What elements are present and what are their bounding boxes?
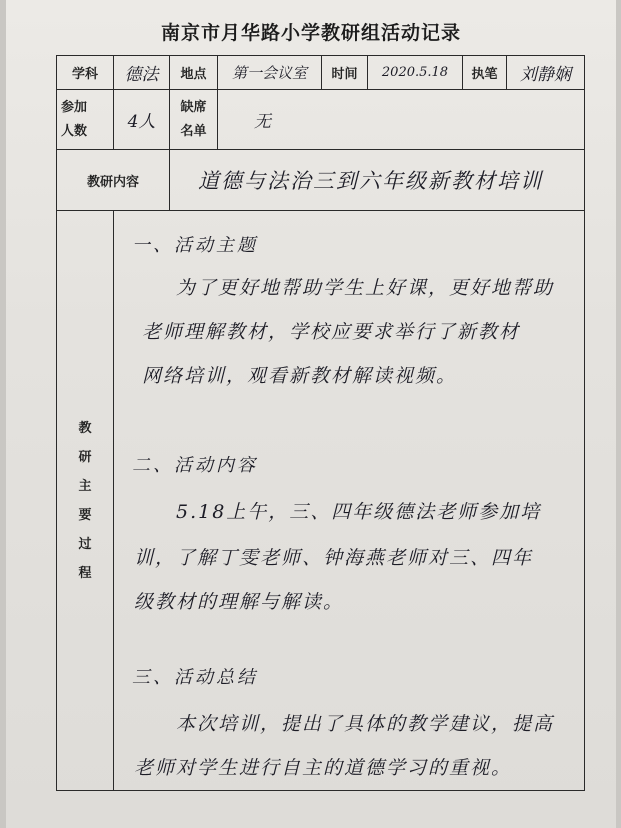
process-label-char: 程 — [78, 565, 92, 581]
row-process — [57, 211, 585, 791]
page-title: 南京市月华路小学教研组活动记录 — [160, 22, 461, 44]
process-label-char: 过 — [78, 536, 92, 552]
row-basic-info — [57, 56, 585, 90]
section2-line: 级教材的理解与解读。 — [134, 591, 345, 613]
section1-line: 为了更好地帮助学生上好课，更好地帮助 — [176, 277, 555, 299]
subject-label: 学科 — [57, 56, 114, 90]
section1-line: 老师理解教材，学校应要求举行了新教材 — [142, 321, 521, 343]
absent-label — [170, 90, 218, 150]
section3-line: 老师对学生进行自主的道德学习的重视。 — [134, 757, 513, 779]
attendance-label-line2: 人数 — [61, 123, 88, 139]
process-content — [114, 211, 585, 791]
section1-line: 网络培训，观看新教材解读视频。 — [142, 365, 458, 387]
content-label: 教研内容 — [57, 150, 170, 211]
row-attendance — [57, 90, 585, 150]
process-label-char: 要 — [78, 507, 92, 523]
attendance-label — [57, 90, 114, 150]
attendance-value: 4人 — [114, 90, 170, 150]
writer-value: 刘静娴 — [507, 56, 585, 90]
absent-label-line1: 缺席 — [180, 99, 207, 115]
process-label — [57, 211, 114, 791]
attendance-label-line1: 参加 — [61, 99, 88, 115]
row-content — [57, 150, 585, 211]
record-table — [56, 55, 585, 791]
writer-label: 执笔 — [463, 56, 507, 90]
absent-label-line2: 名单 — [180, 123, 207, 139]
process-label-char: 主 — [78, 478, 92, 494]
section2-heading: 二、活动内容 — [132, 455, 258, 476]
process-label-char: 研 — [78, 449, 92, 465]
section3-heading: 三、活动总结 — [132, 667, 258, 688]
section2-line: 5.18上午，三、四年级德法老师参加培 — [176, 501, 542, 523]
location-value: 第一会议室 — [218, 56, 322, 90]
process-label-char: 教 — [78, 420, 92, 436]
record-page — [6, 0, 616, 828]
subject-value: 德法 — [114, 56, 170, 90]
section3-line: 本次培训，提出了具体的教学建议，提高 — [176, 713, 555, 735]
absent-value: 无 — [218, 90, 585, 150]
time-value: 2020.5.18 — [368, 56, 463, 90]
content-value: 道德与法治三到六年级新教材培训 — [170, 150, 585, 211]
location-label: 地点 — [170, 56, 218, 90]
section2-line: 训，了解丁雯老师、钟海燕老师对三、四年 — [134, 547, 534, 569]
section1-heading: 一、活动主题 — [132, 235, 258, 256]
time-label: 时间 — [322, 56, 368, 90]
